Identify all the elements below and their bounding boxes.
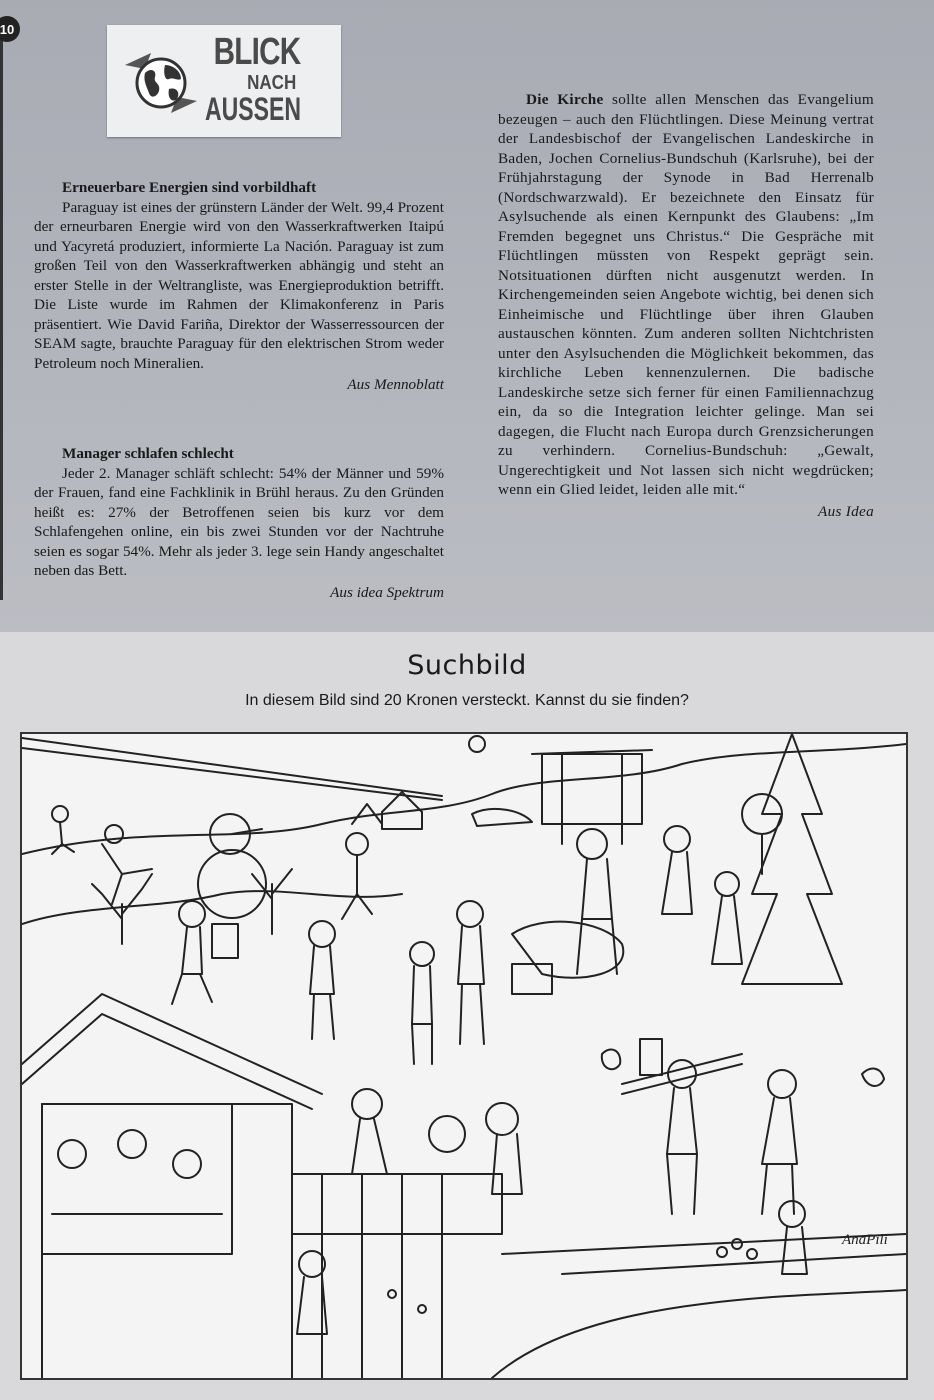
logo-line-2: NACH <box>247 72 297 94</box>
article-body <box>498 90 874 500</box>
article-source: Aus Mennoblatt <box>347 376 444 393</box>
article-headline: Manager schlafen schlecht <box>62 445 234 462</box>
logo-line-3: AUSSEN <box>205 91 302 127</box>
hidden-picture-puzzle[interactable] <box>20 732 908 1380</box>
news-section <box>0 0 934 632</box>
article-renewable-energy <box>34 178 444 395</box>
article-lead: Die Kirche <box>526 91 604 108</box>
globe-icon <box>121 43 201 123</box>
page-number: 10 <box>0 16 20 42</box>
blick-nach-aussen-logo <box>107 25 341 137</box>
article-body: Jeder 2. Manager schläft schlecht: 54% der Männer und 59% der Frauen, fand eine Fachklinik in Brühl heraus. Zu den Gründen heißt es: 27% der Betroffenen seien bis kurz vor dem Schlafengehen online, ein bis zwei Stunden vor der Nachtruhe seien es sogar 54%. Mehr als jeder 3. lege sein Handy angeschaltet neben das Bett. <box>34 464 444 579</box>
article-text: sollte allen Menschen das Evangelium bezeugen – auch den Flüchtlingen. Diese Meinung vertrat der Landesbischof der Evangelischen Landeskirche in Baden, Jochen Cornelius-Bundschuh (Karlsruhe), bei der Frühjahrstagung der Synode in Bad Herrenalb (Nordschwarzwald). Er bezeichnete den Einsatz für Asylsuchende als einen Kernpunkt des Glaubens: „Im Fremden begegnet uns Christus.“ Die Gespräche mit Flüchtlingen müssten von Respekt geprägt sein. Notsituationen dürften nicht ausgenutzt werden. In Kirchengemeinden seien Angebote wichtig, bei denen sich Einheimische und Flüchtlinge über ihren Glauben austauschen könnten. Zum anderen sollten Nichtchristen unter den Asylsuchenden die Möglichkeit bekommen, das kirchliche Leben kennenzulernen. Die badische Landeskirche setze sich ferner für einen Familiennachzug ein, da so die Integration leichter gelinge. Man sei dagegen, die Flucht nach Europa durch Grenzsicherungen zu verhindern. Cornelius-Bundschuh: „Gewalt, Ungerechtigkeit und Not lassen sich nicht wegdrücken; wenn ein Glied leidet, leiden alle mit.“ <box>498 91 875 498</box>
article-source: Aus Idea <box>818 502 874 520</box>
article-source: Aus idea Spektrum <box>330 583 444 601</box>
puzzle-title: Suchbild <box>407 650 527 681</box>
article-body: Paraguay ist eines der grünstern Länder der Welt. 99,4 Prozent der erneurbaren Energie wird von den Wasserkraftwerken Itaipú und Yacyretá produziert, informierte La Nación. Paraguay ist zum großen Teil von den Wasserkraftwerken abhängig und steht an erster Stelle in der Weltrangliste, was Energieproduktion betrifft. Die Liste wurde im Rahmen der Klimakonferenz in Paris präsentiert. Wie David Fariña, Direktor der Wasserressourcen der SEAM sagte, brauchte Paraguay für den elektrischen Strom weder Petroleum noch Mineralien. <box>34 198 444 372</box>
puzzle-instructions: In diesem Bild sind 20 Kronen versteckt. Kannst du sie finden? <box>245 692 689 709</box>
logo-text <box>205 33 338 125</box>
page-edge <box>0 40 3 600</box>
article-managers-sleep <box>34 444 444 602</box>
article-headline: Erneuerbare Energien sind vorbildhaft <box>62 179 317 196</box>
artist-signature: AnaPili <box>842 1232 888 1248</box>
logo-line-1: BLICK <box>213 31 301 73</box>
winter-scene-drawing <box>22 734 906 1378</box>
article-church <box>498 90 874 521</box>
